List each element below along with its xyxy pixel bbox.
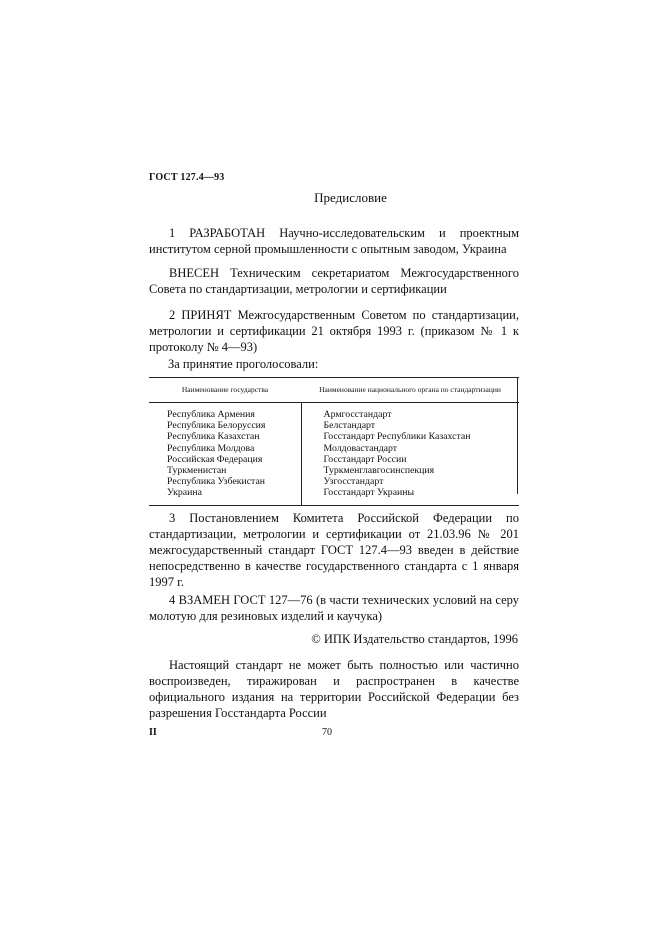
table-row bbox=[149, 487, 519, 505]
paragraph-resolution bbox=[149, 510, 519, 590]
document-code: ГОСТ 127.4—93 bbox=[149, 172, 225, 183]
paragraph-resolution-text: 3 Постановлением Комитета Российской Федерации по стандартизации, метрологии и сертификации от 21.03.96 № 201 межгосударственный стандарт ГОСТ 127.4—93 введен в действие непосредственно в качестве государственного стандарта с 1 января 1997 г. bbox=[149, 511, 519, 589]
table-header-row bbox=[149, 378, 519, 403]
states-table bbox=[149, 377, 519, 506]
vote-heading: За принятие проголосовали: bbox=[168, 357, 319, 371]
state-cell: Республика Казахстан bbox=[149, 431, 301, 442]
header-state: Наименование государства bbox=[149, 378, 301, 403]
table-row bbox=[149, 431, 519, 442]
table-row bbox=[149, 443, 519, 454]
paragraph-adopted bbox=[149, 307, 519, 355]
paragraph-introduced bbox=[149, 265, 519, 297]
paragraph-rights bbox=[149, 657, 519, 721]
table-row bbox=[149, 454, 519, 465]
paragraph-developed-text: 1 РАЗРАБОТАН Научно-исследовательским и проектным институтом серной промышленности с опытным заводом, Украина bbox=[149, 226, 519, 256]
paragraph-rights-text: Настоящий стандарт не может быть полностью или частично воспроизведен, тиражирован и распространен в качестве официального издания на территории Российской Федерации без разрешения Госстандарта России bbox=[149, 658, 519, 720]
state-cell: Российская Федерация bbox=[149, 454, 301, 465]
table-right-border bbox=[517, 377, 518, 494]
table-row bbox=[149, 465, 519, 476]
paragraph-replaces bbox=[149, 592, 519, 624]
body-cell: Туркменглавгосинспекция bbox=[323, 465, 435, 477]
body-cell: Армгосстандарт bbox=[323, 409, 392, 420]
body-cell: Молдовастандарт bbox=[323, 442, 398, 454]
state-cell: Туркменистан bbox=[149, 465, 301, 476]
paragraph-introduced-text: ВНЕСЕН Техническим секретариатом Межгосударственного Совета по стандартизации, метрологии и сертификации bbox=[149, 266, 519, 296]
paragraph-replaces-text: 4 ВЗАМЕН ГОСТ 127—76 (в части технических условий на серу молотую для резиновых изделий и каучука) bbox=[149, 593, 519, 623]
state-cell: Республика Молдова bbox=[149, 443, 301, 454]
header-national-body: Наименование национального органа по стандартизации bbox=[301, 378, 519, 403]
body-cell: Госстандарт Республики Казахстан bbox=[323, 431, 471, 443]
paragraph-developed bbox=[149, 225, 519, 257]
state-cell: Украина bbox=[149, 487, 301, 505]
paragraph-adopted-text: 2 ПРИНЯТ Межгосударственным Советом по стандартизации, метрологии и сертификации 21 октября 1993 г. (приказом № 1 к протоколу № 4—93) bbox=[149, 308, 519, 354]
page-title: Предисловие bbox=[314, 190, 387, 205]
copyright: © ИПК Издательство стандартов, 1996 bbox=[311, 632, 518, 646]
body-cell: Белстандарт bbox=[323, 420, 376, 432]
table-row bbox=[149, 403, 519, 421]
roman-page-number: II bbox=[149, 727, 157, 738]
table-row bbox=[149, 476, 519, 487]
state-cell: Республика Армения bbox=[149, 403, 301, 421]
body-cell: Госстандарт России bbox=[323, 453, 407, 465]
page-number: 70 bbox=[322, 727, 332, 738]
body-cell: Госстандарт Украины bbox=[323, 487, 415, 499]
body-cell: Узгосстандарт bbox=[323, 476, 384, 488]
state-cell: Республика Белоруссия bbox=[149, 420, 301, 431]
table-row bbox=[149, 420, 519, 431]
state-cell: Республика Узбекистан bbox=[149, 476, 301, 487]
